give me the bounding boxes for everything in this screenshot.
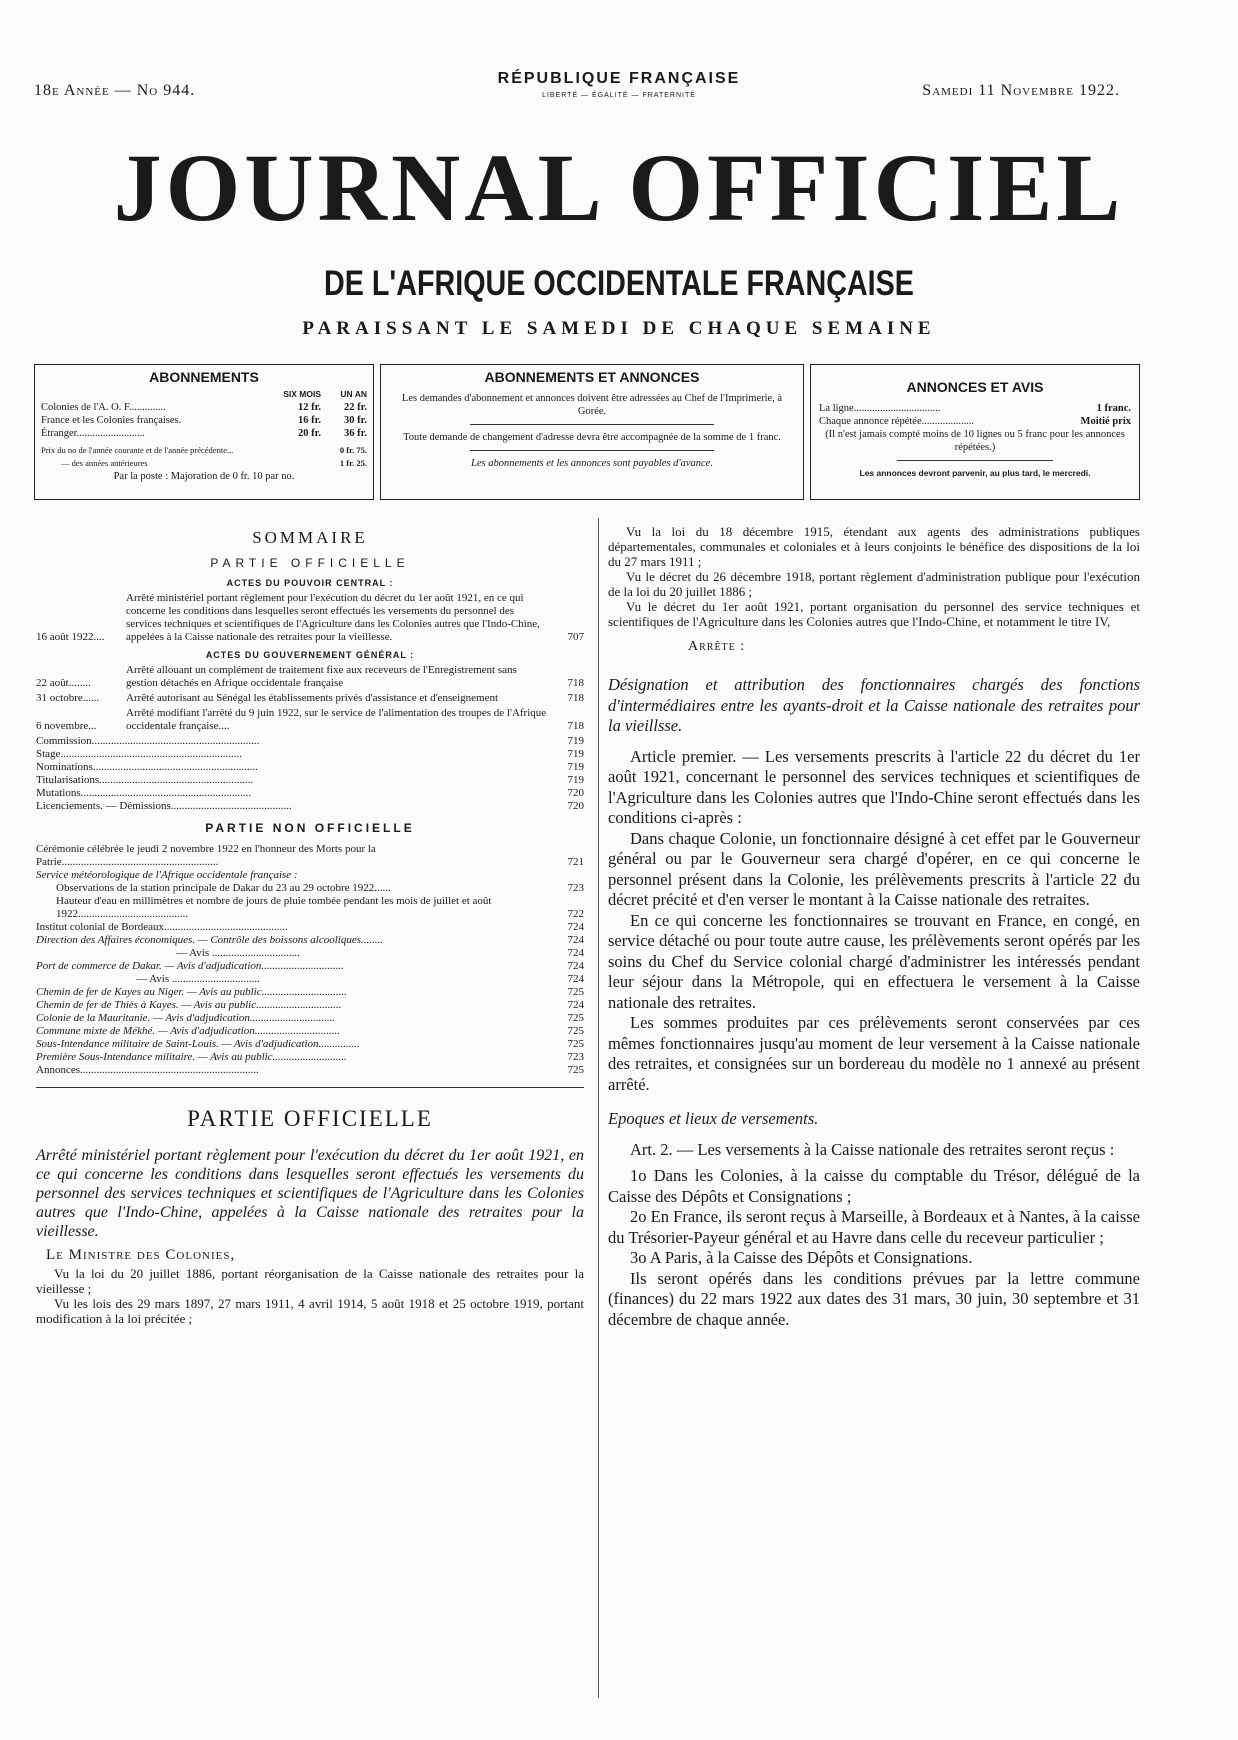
ads-notices-heading: ANNONCES ET AVIS [906,379,1044,395]
non-official-part-heading: PARTIE NON OFFICIELLE [205,821,415,835]
toc-entry[interactable]: Commission............................................................. 719 [36,735,584,747]
ads-notices-box [810,364,1140,500]
price-row: Colonies de l'A. O. F.............. 12 fr. 22 fr. [41,402,367,413]
toc-entry[interactable]: Direction des Affaires économiques. — Contrôle des boissons alcooliques........ 724 [36,934,584,946]
article-2: Art. 2. — Les versements à la Caisse nationale des retraites seront reçus : [630,1139,1115,1159]
request-address-note: Les demandes d'abonnement et annonces doivent être adressées au Chef de l'Imprimerie, à Gorée. [401,393,783,417]
summary-title: SOMMAIRE [252,528,368,547]
subscriptions-heading: ABONNEMENTS [149,369,259,385]
article-paragraph: Les sommes produites par ces prélèvements seront conservées par ces mêmes fonctionnaires jusqu'au moment de leur versement à la Caisse nationale des retraites, et consignées sur un bordereau du modèle no 1 annexé au présent arrêté. [608,1013,1140,1094]
whereas-clause: Vu la loi du 18 décembre 1915, étendant aux agents des administrations publiques départementales, communales et coloniales et à leurs conjoints le bénéfice des dispositions de la loi du 27 mars 1911 ; [608,524,1140,569]
toc-entry[interactable]: Titularisations........................................................ 719 [36,774,584,786]
whereas-clause: Vu les lois des 29 mars 1897, 27 mars 1911, 4 avril 1914, 5 août 1918 et 25 octobre 1919, portant modification à la loi précitée ; [36,1296,584,1326]
article-paragraph: Ils seront opérés dans les conditions prévues par la lettre commune (finances) du 22 mars 1922 aux dates des 31 mars, 30 juin, 30 septembre et 31 décembre de chaque année. [608,1268,1140,1329]
toc-entry[interactable]: 31 octobre...... Arrêté autorisant au Sénégal les établissements privés d'assistance et d'enseignement 718 [36,692,584,704]
central-acts-heading: ACTES DU POUVOIR CENTRAL : [226,578,394,588]
right-column [608,524,1140,1330]
section-heading-designation: Désignation et attribution des fonctionnaires chargés des fonctions d'intermédiaires entre les ayants-droit et la Caisse nationale des retraites pour la vieillsse. [608,675,1140,735]
toc-entry[interactable]: — Avis ................................ 724 [176,947,584,959]
section-heading-epoques: Epoques et lieux de versements. [608,1109,819,1128]
toc-entry[interactable]: Sous-Intendance militaire de Saint-Louis. — Avis d'adjudication............... 725 [36,1038,584,1050]
toc-entry[interactable]: Stage.................................................................. 719 [36,748,584,760]
price-row: Étranger.......................... 20 fr. 36 fr. [41,428,367,439]
whereas-clause: Vu le décret du 26 décembre 1918, portant règlement d'administration publique pour l'exécution de la loi du 20 juillet 1886 ; [608,569,1140,599]
address-change-note: Toute demande de changement d'adresse devra être accompagnée de la somme de 1 franc. [403,432,781,443]
publication-frequency: PARAISSANT LE SAMEDI DE CHAQUE SEMAINE [302,318,936,339]
toc-entry[interactable]: 16 août 1922.... Arrêté ministériel portant règlement pour l'exécution du décret du 1er août 1921, en ce qui concerne les conditions dans lesquelles seront effectués les versements du personnel des services techniques et scientifiques de l'Agriculture dans les Colonies autres que l'Indo-Chine, appelées à la Caisse nationale des retraites pour la vieillesse. 707 [36,592,584,643]
column-divider [598,518,599,1698]
ad-price-row: Chaque annonce répétée.................... Moitié prix [819,416,1131,427]
toc-entry[interactable]: — Avis ................................ 724 [136,973,584,985]
toc-entry[interactable]: Hauteur d'eau en millimètres et nombre de jours de pluie tombée pendant les mois de juillet et août 1922........................................ 722 [56,895,584,920]
toc-entry[interactable]: Colonie de la Mauritanie. — Avis d'adjudication............................... 725 [36,1012,584,1024]
official-part-title: PARTIE OFFICIELLE [187,1106,433,1131]
issue-number: 18e Année — No 944. [34,82,196,99]
subscriptions-ads-box [380,364,804,500]
republic-motto: LIBERTÉ — ÉGALITÉ — FRATERNITÉ [542,92,696,99]
republic-label: RÉPUBLIQUE FRANÇAISE [497,70,741,87]
article-item: 3o A Paris, à la Caisse des Dépôts et Consignations. [630,1248,973,1267]
toc-entry[interactable]: Service météorologique de l'Afrique occidentale française : [36,869,298,881]
toc-entry[interactable]: Observations de la station principale de Dakar du 23 au 29 octobre 1922...... 723 [56,882,584,894]
whereas-clause: Vu la loi du 20 juillet 1886, portant réorganisation de la Caisse nationale des retraites pour la vieillesse ; [36,1266,584,1296]
advance-payment-note: Les abonnements et les annonces sont payables d'avance. [471,458,713,469]
subscriptions-ads-heading: ABONNEMENTS ET ANNONCES [484,369,700,385]
article-paragraph: En ce qui concerne les fonctionnaires se trouvant en France, en congé, en service détaché ou pour toute autre cause, les prélèvements seront opérés par les soins du Chef du Service colonial chargé d'administrer les intéressés pendant leur séjour dans la Métropole, qui en effectuera le versement à la Caisse nationale des retraites. [608,910,1140,1012]
issue-price-row: Prix du no de l'année courante et de l'année précédente... 0 fr. 75. [41,445,367,455]
toc-entry[interactable]: 22 août........ Arrêté allouant un complément de traitement fixe aux receveurs de l'Enregistrement sans gestion détachés en Afrique occidentale française 718 [36,664,584,689]
whereas-clause: Vu le décret du 1er août 1921, portant organisation du personnel des service techniques et scientifiques de l'Agriculture dans les Colonies autres que l'Indo-Chine, et notamment le titre IV, [608,599,1140,629]
toc-entry[interactable]: Chemin de fer de Kayes au Niger. — Avis au public............................... 725 [36,986,584,998]
official-part-heading: PARTIE OFFICIELLE [210,556,410,570]
minister-line: Le Ministre des Colonies, [46,1247,236,1263]
ad-price-row: La ligne................................. 1 franc. [819,403,1131,414]
subscriptions-box [34,364,374,500]
article-paragraph: Dans chaque Colonie, un fonctionnaire désigné à cet effet par le Gouverneur général ou par le Gouverneur sera chargé d'opérer, en ce qui concerne le personnel présent dans la Colonie, les prélèvements prescrits à l'article 22 du décret précité et d'en verser le montant à la Caisse nationale des retraites. [608,828,1140,909]
decree-title: Arrêté ministériel portant règlement pour l'exécution du décret du 1er août 1921, en ce qui concerne les conditions dans lesquelles seront effectués les versements du personnel des services techniques et scientifiques de l'Agriculture dans les Colonies autres que l'Indo-Chine, appelées à la Caisse nationale des retraites pour la vieillesse. [36,1147,584,1240]
journal-title: JOURNAL OFFICIEL [113,134,1125,241]
issue-date: Samedi 11 Novembre 1922. [922,82,1120,99]
toc-entry[interactable]: Licenciements. — Démissions............................................ 720 [36,800,584,812]
toc-entry[interactable]: Cérémonie célébrée le jeudi 2 novembre 1922 en l'honneur des Morts pour la Patrie......................................................... 721 [36,843,584,868]
toc-entry[interactable]: Première Sous-Intendance militaire. — Avis au public........................... 723 [36,1051,584,1063]
toc-entry[interactable]: Port de commerce de Dakar. — Avis d'adjudication.............................. 724 [36,960,584,972]
toc-entry[interactable]: Nominations............................................................ 719 [36,761,584,773]
postage-note: Par la poste : Majoration de 0 fr. 10 par no. [113,471,295,482]
price-row: France et les Colonies françaises. 16 fr. 30 fr. [41,415,367,426]
article-item: 2o En France, ils seront reçus à Marseille, à Bordeaux et à Nantes, à la caisse du Trésorier-Payeur général et au Havre dans celle du receveur particulier ; [608,1207,1140,1247]
minimum-lines-note: (Il n'est jamais compté moins de 10 lignes ou 5 franc pour les annonces répétées.) [825,429,1125,453]
toc-entry[interactable]: Chemin de fer de Thiès à Kayes. — Avis au public............................... 724 [36,999,584,1011]
toc-entry[interactable]: Mutations.............................................................. 720 [36,787,584,799]
six-months-header: SIX MOIS [283,389,321,399]
journal-subtitle: DE L'AFRIQUE OCCIDENTALE FRANÇAISE [324,264,914,303]
ad-deadline-note: Les annonces devront parvenir, au plus tard, le mercredi. [859,468,1091,478]
general-gov-acts-heading: ACTES DU GOUVERNEMENT GÉNÉRAL : [205,650,415,660]
issue-price-row: — des années antérieures 1 fr. 25. [61,458,367,468]
toc-entry[interactable]: Annonces................................................................. 725 [36,1064,584,1076]
left-column [36,524,584,1326]
one-year-header: UN AN [340,389,367,399]
article-1: Article premier. — Les versements prescrits à l'article 22 du décret du 1er août 1921, concernant le personnel des services techniques et scientifiques de l'Agriculture dans les Colonies autres que l'Indo-Chine seront effectués dans les conditions ci-après : [608,746,1140,827]
article-item: 1o Dans les Colonies, à la caisse du comptable du Trésor, délégué de la Caisse des Dépôts et Consignations ; [608,1166,1140,1206]
decree-arrete: Arrête : [688,639,746,654]
toc-entry[interactable]: Institut colonial de Bordeaux............................................. 724 [36,921,584,933]
toc-entry[interactable]: Commune mixte de Mékhé. — Avis d'adjudication............................... 725 [36,1025,584,1037]
toc-entry[interactable]: 6 novembre... Arrêté modifiant l'arrêté du 9 juin 1922, sur le service de l'alimentation des troupes de l'Afrique occidentale française.... 718 [36,707,584,732]
